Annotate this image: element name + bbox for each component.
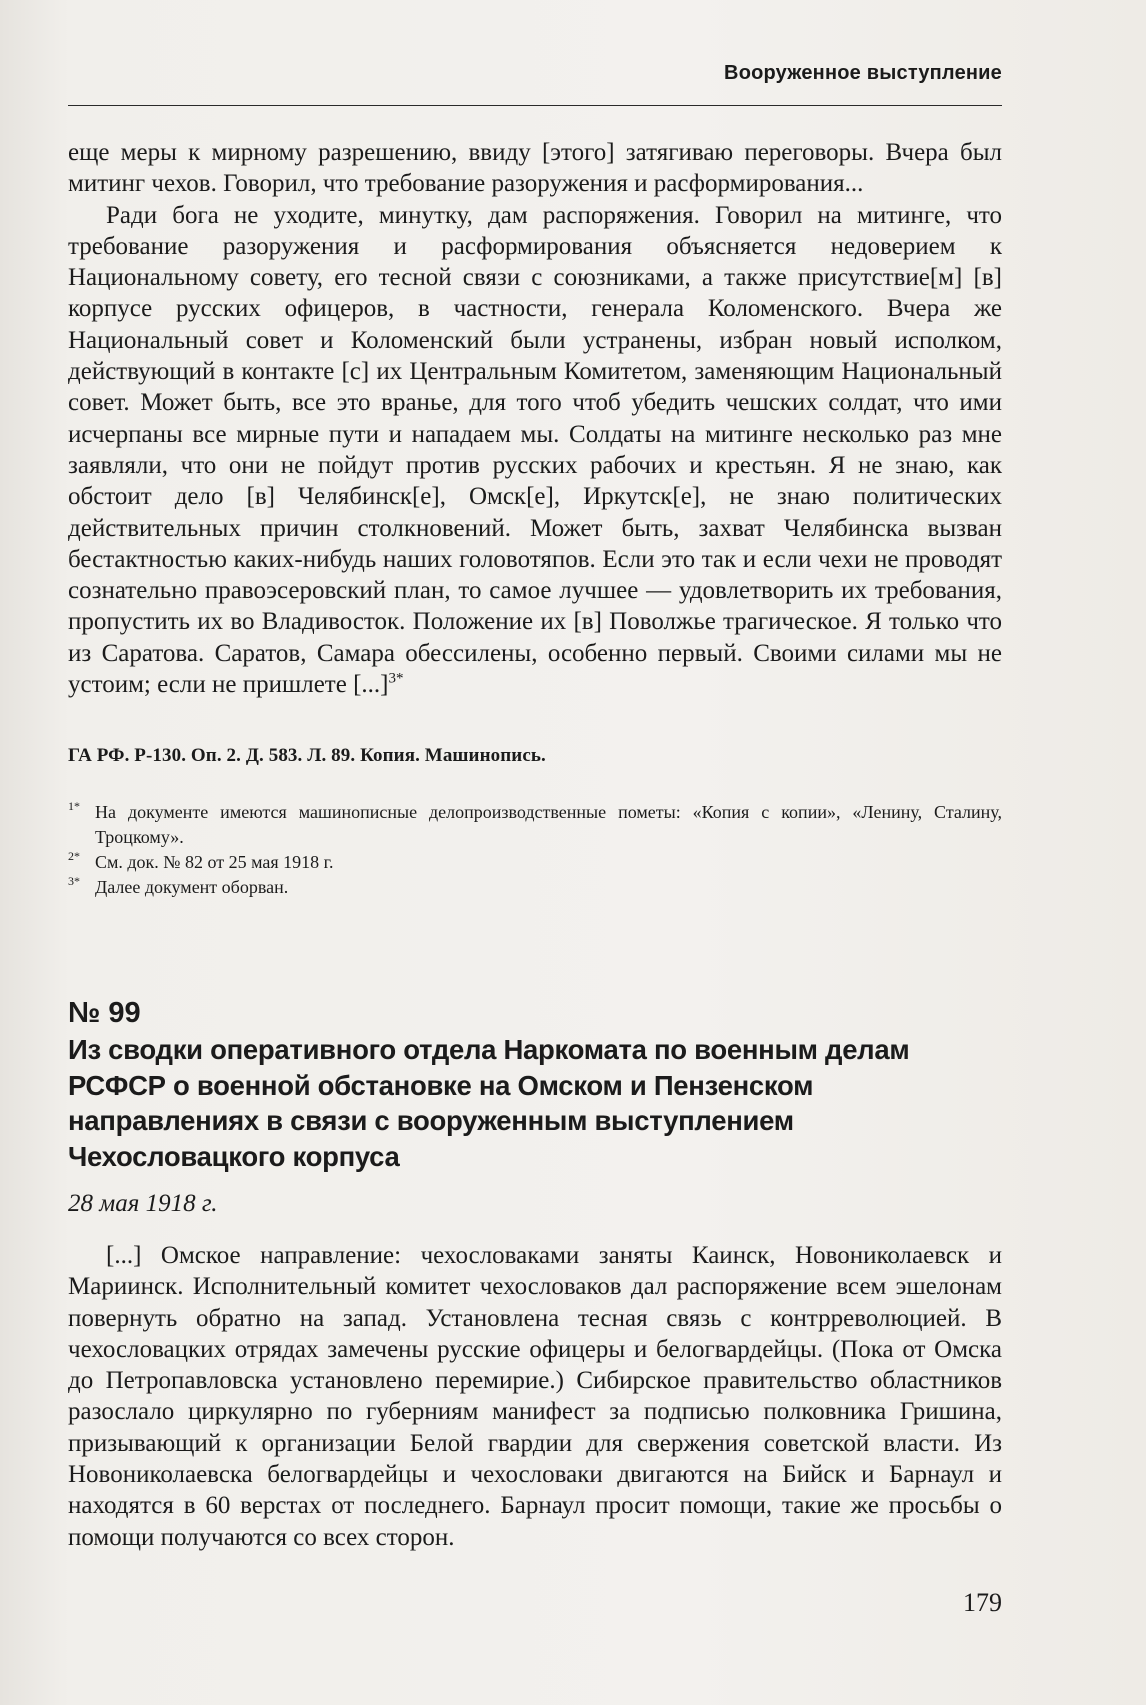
footnote-3 [68,875,1002,900]
footnote-text: См. док. № 82 от 25 мая 1918 г. [95,852,334,872]
page-number: 179 [963,1588,1002,1617]
footnote-1 [68,800,1002,850]
footnote-mark: 3* [68,874,80,888]
document-title: Из сводки оперативного отдела Наркомата по военным делам РСФСР о военной обстановке на Омском и Пензенском направлениях в связи с вооруженным выступлением Чехословацкого корпуса [68,1034,910,1172]
document-number: № 99 [68,997,141,1029]
document-date: 28 мая 1918 г. [68,1190,218,1217]
archive-reference: ГА РФ. Р-130. Оп. 2. Д. 583. Л. 89. Копия. Машинопись. [68,745,546,766]
continued-paragraph-1: еще меры к мирному разрешению, ввиду [этого] затягиваю переговоры. Вчера был митинг чехов. Говорил, что требование разоружения и расформирования... [68,139,1002,198]
continued-paragraph-2-text: Ради бога не уходите, минутку, дам распоряжения. Говорил на митинге, что требование разоружения и расформирования объясняется недоверием к Национальному совету, его тесной связи с союзниками, а также присутствие[м] [в] корпусе русских офицеров, в частности, генерала Коломенского. Вчера же Национальный совет и Коломенский были устранены, избран новый исполком, действующий в контакте [с] их Центральным Комитетом, заменяющим Национальный совет. Может быть, все это вранье, для того чтоб убедить чешских солдат, что ими исчерпаны все мирные пути и нападаем мы. Солдаты на митинге несколько раз мне заявляли, что они не пойдут против русских рабочих и крестьян. Я не знаю, как обстоит дело [в] Челябинск[е], Омск[е], Иркутск[е], не знаю политических действительных причин столкновений. Может быть, захват Челябинска вызван бестактностью каких-нибудь наших головотяпов. Если это так и если чехи не проводят сознательно правоэсеровский план, то самое лучшее — удовлетворить их требования, пропустить их во Владивосток. Положение их [в] Поволжье трагическое. Я только что из Саратова. Саратов, Самара обессилены, особенно первый. Своими силами мы не устоим; если не пришлете [...] [68,201,1002,699]
continued-document-text [68,137,1002,700]
footnote-text: На документе имеются машинописные делопроизводственные пометы: «Копия с копии», «Ленину, Сталину, Троцкому». [95,802,1002,847]
continued-paragraph-2 [68,200,1002,701]
footnote-2 [68,850,1002,875]
header-rule [68,105,1002,106]
document-body-paragraph: [...] Омское направление: чехословаками заняты Каинск, Новониколаевск и Мариинск. Исполнительный комитет чехословаков дал распоряжение всем эшелонам повернуть обратно на запад. Установлена тесная связь с контрреволюцией. В чехословацких отрядах замечены русские офицеры и белогвардейцы. (Пока от Омска до Петропавловска установлено перемирие.) Сибирское правительство областников разослало циркулярно по губерниям манифест за подписью полковника Гришина, призывающий к организации Белой гвардии для свержения советской власти. Из Новониколаевска белогвардейцы и чехословаки двигаются на Бийск и Барнаул и находятся в 60 верстах от последнего. Барнаул просит помощи, такие же просьбы о помощи получаются со всех сторон. [68,1242,1002,1551]
footnote-reference: 3* [388,670,404,687]
document-body [68,1240,1002,1553]
footnotes [68,800,1002,900]
footnote-mark: 2* [68,849,80,863]
footnote-mark: 1* [68,799,80,813]
running-head: Вооруженное выступление [724,62,1002,84]
footnote-text: Далее документ оборван. [95,877,289,897]
